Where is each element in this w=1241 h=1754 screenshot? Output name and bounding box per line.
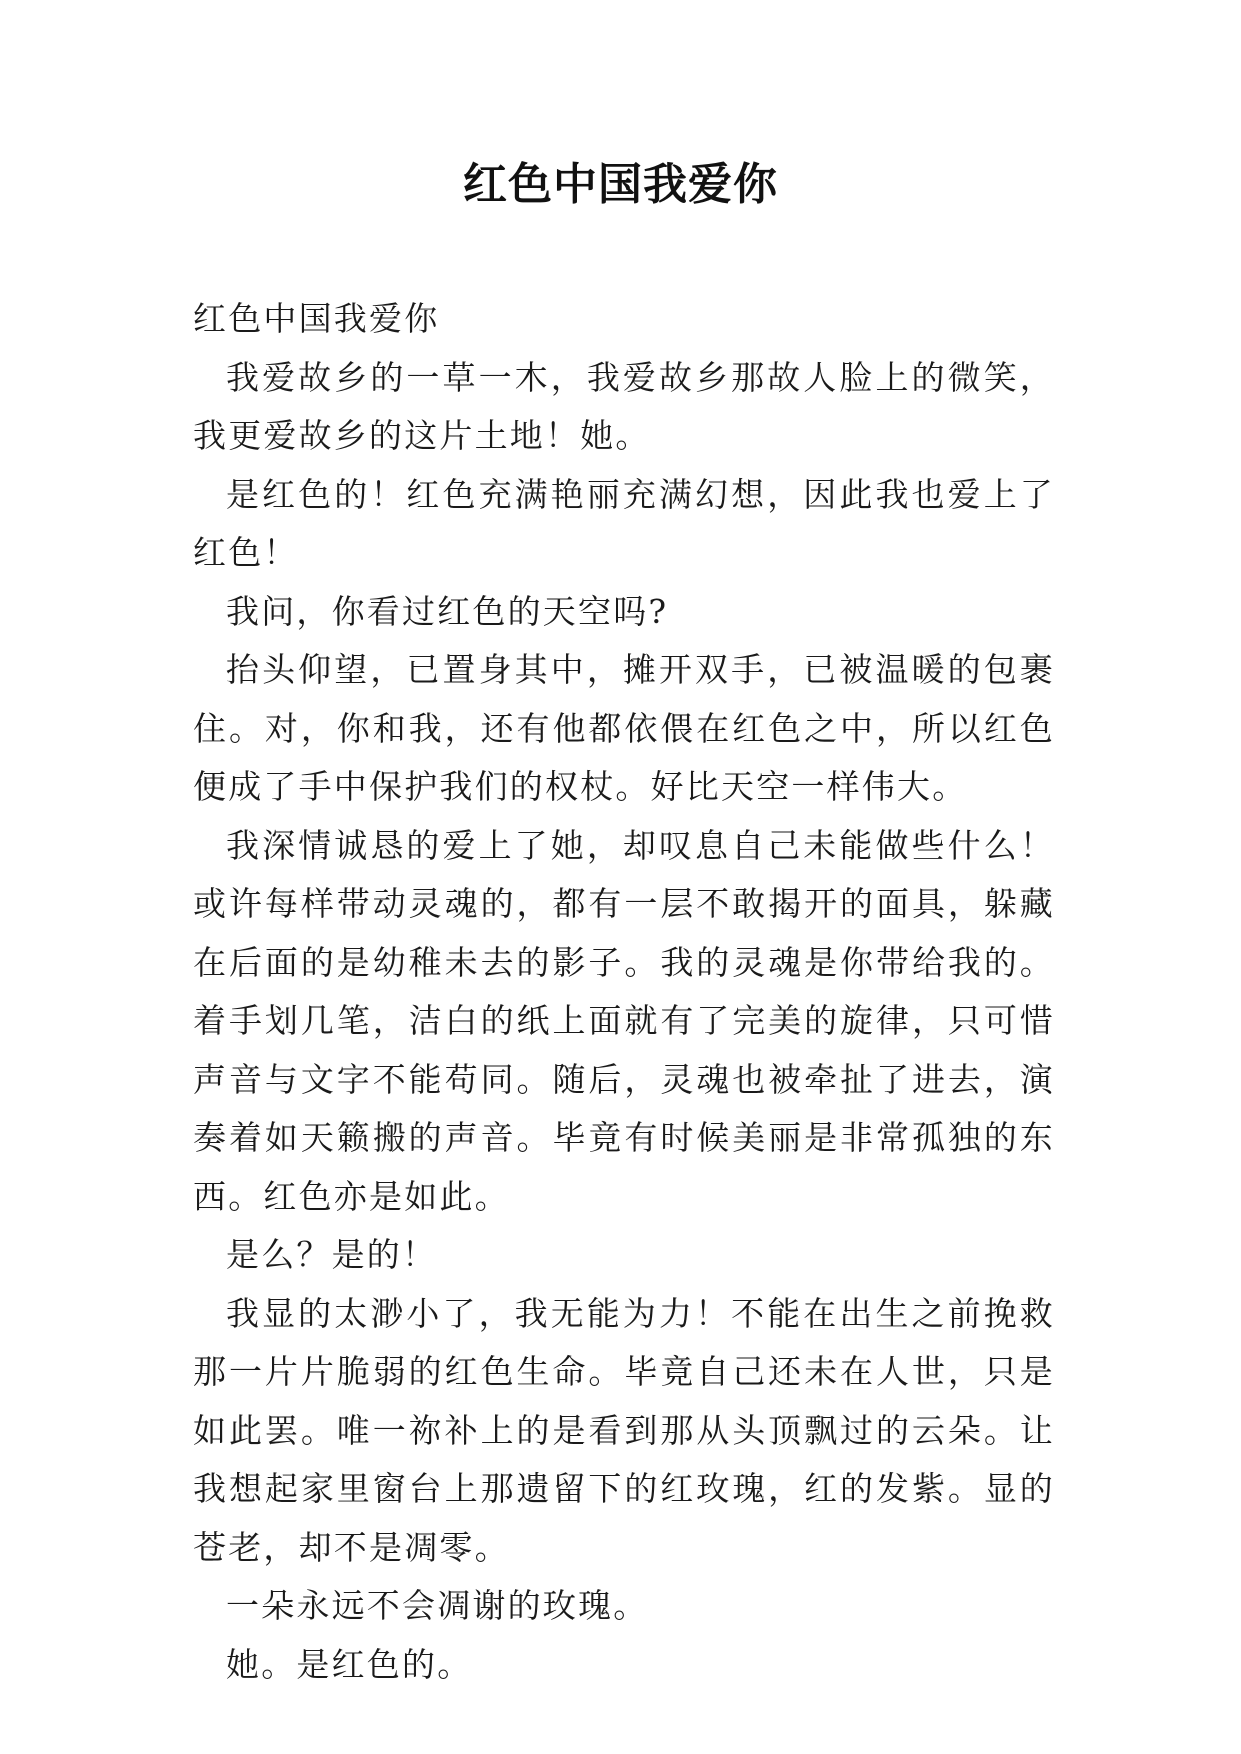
paragraph: 我问，你看过红色的天空吗?	[226, 591, 669, 631]
document-body	[193, 290, 1055, 1694]
document-title: 红色中国我爱你	[463, 159, 778, 210]
paragraph: 一朵永远不会凋谢的玫瑰。	[226, 1586, 649, 1625]
paragraph: 我深情诚恳的爱上了她，却叹息自己未能做些什么！或许每样带动灵魂的，都有一层不敢揭开的面具，躲藏在后面的是幼稚未去的影子。我的灵魂是你带给我的。着手划几笔，洁白的纸上面就有了完美的旋律，只可惜声音与文字不能苟同。随后，灵魂也被牵扯了进去，演奏着如天籁搬的声音。毕竟有时候美丽是非常孤独的东西。红色亦是如此。	[193, 825, 1055, 1216]
paragraph: 她。是红色的。	[226, 1644, 473, 1684]
paragraph: 我显的太渺小了，我无能为力！不能在出生之前挽救那一片片脆弱的红色生命。毕竟自己还未在人世，只是如此罢。唯一祢补上的是看到那从头顶飘过的云朵。让我想起家里窗台上那遗留下的红玫瑰，红的发紫。显的苍老，却不是凋零。	[193, 1293, 1055, 1567]
document-subtitle: 红色中国我爱你	[193, 299, 440, 338]
paragraph: 是么？是的！	[226, 1235, 438, 1274]
paragraph: 是红色的！红色充满艳丽充满幻想，因此我也爱上了红色！	[193, 474, 1055, 572]
paragraph: 抬头仰望，已置身其中，摊开双手，已被温暖的包裹住。对，你和我，还有他都依偎在红色之中，所以红色便成了手中保护我们的权杖。好比天空一样伟大。	[193, 650, 1055, 806]
paragraph: 我爱故乡的一草一木，我爱故乡那故人脸上的微笑，我更爱故乡的这片土地！她。	[193, 357, 1055, 455]
